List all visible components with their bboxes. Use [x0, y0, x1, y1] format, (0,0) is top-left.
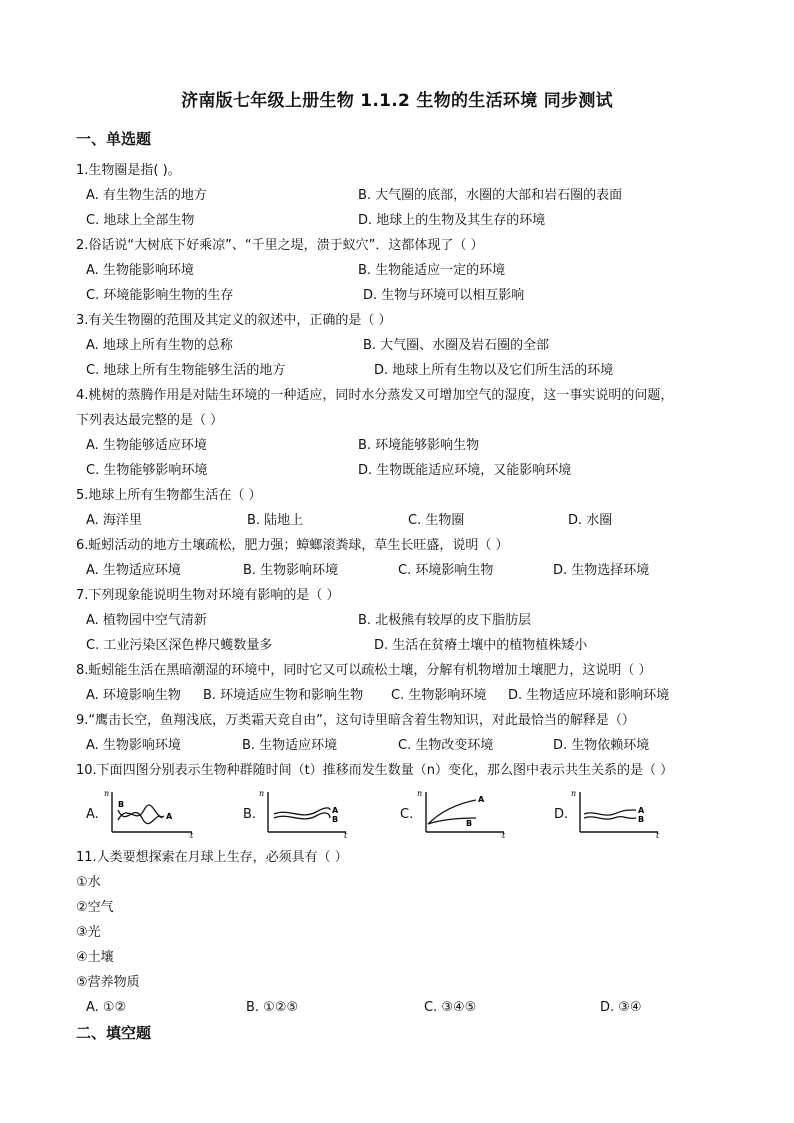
graph-b-n-label: n — [259, 789, 265, 798]
graph-a-t-label: t — [190, 831, 194, 838]
question-9-option-c[interactable]: C. 生物改变环境 — [398, 738, 494, 753]
question-10-option-b[interactable]: B. — [243, 807, 257, 822]
graph-a-a-label: A — [166, 812, 173, 821]
question-4-option-d[interactable]: D. 生物既能适应环境，又能影响环境 — [358, 463, 572, 478]
question-1-option-b[interactable]: B. 大气圈的底部，水圈的大部和岩石圈的表面 — [358, 188, 623, 203]
question-3-option-b[interactable]: B. 大气圈、水圈及岩石圈的全部 — [363, 338, 550, 353]
question-8-option-d[interactable]: D. 生物适应环境和影响环境 — [508, 688, 670, 703]
question-2-option-b[interactable]: B. 生物能适应一定的环境 — [358, 263, 506, 278]
graph-c-t-label: t — [502, 831, 506, 838]
question-6-stem: 6.蚯蚓活动的地方土壤疏松，肥力强；蟑螂滚粪球，草生长旺盛，说明（ ） — [76, 538, 509, 553]
graph-d[interactable] — [570, 788, 662, 838]
question-7-option-c[interactable]: C. 工业污染区深色桦尺蠖数量多 — [86, 638, 273, 653]
question-4-option-b[interactable]: B. 环境能够影响生物 — [358, 438, 480, 453]
question-3-option-a[interactable]: A. 地球上所有生物的总称 — [86, 338, 233, 353]
question-6-option-d[interactable]: D. 生物选择环境 — [553, 563, 650, 578]
question-11-option-c[interactable]: C. ③④⑤ — [424, 1000, 477, 1015]
graph-b-curve-b — [274, 813, 330, 819]
question-5-option-c[interactable]: C. 生物圈 — [408, 513, 465, 528]
question-11-item-5: ⑤营养物质 — [76, 975, 140, 990]
question-6-option-a[interactable]: A. 生物适应环境 — [86, 563, 181, 578]
question-10-stem: 10.下面四图分别表示生物种群随时间（t）推移而发生数量（n）变化，那么图中表示共生关系的是（ ） — [76, 763, 674, 778]
question-3-option-d[interactable]: D. 地球上所有生物以及它们所生活的环境 — [374, 363, 614, 378]
question-11-option-d[interactable]: D. ③④ — [600, 1000, 642, 1015]
question-11-item-4: ④土壤 — [76, 950, 114, 965]
graph-d-b-label: B — [638, 815, 645, 824]
question-11-item-3: ③光 — [76, 925, 101, 940]
section-single-choice: 一、单选题 — [76, 130, 152, 148]
graph-c-a-label: A — [478, 795, 485, 804]
question-10-option-c[interactable]: C. — [400, 807, 414, 822]
question-6-option-c[interactable]: C. 环境影响生物 — [398, 563, 494, 578]
question-1-option-c[interactable]: C. 地球上全部生物 — [86, 213, 195, 228]
question-7-option-d[interactable]: D. 生活在贫瘠土壤中的植物植株矮小 — [374, 638, 588, 653]
graph-c[interactable] — [416, 788, 508, 838]
question-2-option-c[interactable]: C. 环境能影响生物的生存 — [86, 288, 234, 303]
question-4-stem: 4.桃树的蒸腾作用是对陆生环境的一种适应，同时水分蒸发又可增加空气的湿度，这一事实说明的问题， — [76, 388, 674, 403]
graph-d-n-label: n — [571, 789, 577, 798]
graph-c-n-label: n — [417, 789, 423, 798]
question-7-option-a[interactable]: A. 植物园中空气清新 — [86, 613, 207, 628]
question-11-option-a[interactable]: A. ①② — [86, 1000, 127, 1015]
question-7-option-b[interactable]: B. 北极熊有较厚的皮下脂肪层 — [358, 613, 532, 628]
question-8-option-c[interactable]: C. 生物影响环境 — [391, 688, 487, 703]
graph-a[interactable] — [104, 788, 196, 838]
question-11-option-b[interactable]: B. ①②⑤ — [246, 1000, 299, 1015]
question-2-option-a[interactable]: A. 生物能影响环境 — [86, 263, 194, 278]
page-title: 济南版七年级上册生物 1.1.2 生物的生活环境 同步测试 — [181, 91, 613, 111]
question-9-option-d[interactable]: D. 生物依赖环境 — [553, 738, 650, 753]
question-5-option-b[interactable]: B. 陆地上 — [247, 513, 304, 528]
graph-d-curve-b — [584, 817, 636, 820]
graph-b[interactable] — [258, 788, 350, 838]
question-11-stem: 11.人类要想探索在月球上生存，必须具有（ ） — [76, 850, 348, 865]
graph-d-t-label: t — [656, 831, 660, 838]
graph-d-a-label: A — [638, 806, 645, 815]
question-3-option-c[interactable]: C. 地球上所有生物能够生活的地方 — [86, 363, 286, 378]
graph-d-curve-a — [584, 810, 636, 815]
question-6-option-b[interactable]: B. 生物影响环境 — [243, 563, 339, 578]
question-11-item-2: ②空气 — [76, 900, 114, 915]
question-1-stem: 1.生物圈是指( )。 — [76, 163, 181, 178]
question-10-option-d[interactable]: D. — [554, 807, 569, 822]
graph-b-t-label: t — [344, 831, 348, 838]
question-5-option-a[interactable]: A. 海洋里 — [86, 513, 142, 528]
question-1-option-d[interactable]: D. 地球上的生物及其生存的环境 — [358, 213, 546, 228]
graph-a-n-label: n — [104, 789, 110, 798]
question-7-stem: 7.下列现象能说明生物对环境有影响的是（ ） — [76, 588, 340, 603]
section-fill-blank: 二、填空题 — [76, 1024, 152, 1042]
question-1-option-a[interactable]: A. 有生物生活的地方 — [86, 188, 207, 203]
question-2-option-d[interactable]: D. 生物与环境可以相互影响 — [363, 288, 525, 303]
question-8-option-a[interactable]: A. 环境影响生物 — [86, 688, 181, 703]
question-4-option-a[interactable]: A. 生物能够适应环境 — [86, 438, 207, 453]
graph-b-b-label: B — [332, 815, 339, 824]
question-8-option-b[interactable]: B. 环境适应生物和影响生物 — [203, 688, 364, 703]
graph-b-a-label: A — [332, 806, 339, 815]
question-4-stem-continued: 下列表达最完整的是（ ） — [76, 413, 224, 428]
question-9-option-a[interactable]: A. 生物影响环境 — [86, 738, 181, 753]
question-3-stem: 3.有关生物圈的范围及其定义的叙述中，正确的是（ ） — [76, 313, 392, 328]
graph-a-b-label: B — [118, 800, 125, 809]
question-4-option-c[interactable]: C. 生物能够影响环境 — [86, 463, 208, 478]
graph-c-b-label: B — [466, 819, 473, 828]
question-10-option-a[interactable]: A. — [86, 807, 99, 822]
question-9-option-b[interactable]: B. 生物适应环境 — [242, 738, 338, 753]
question-5-option-d[interactable]: D. 水圈 — [568, 513, 613, 528]
question-9-stem: 9.“鹰击长空，鱼翔浅底，万类霜天竞自由”，这句诗里暗含着生物知识，对此最恰当的解释是（） — [76, 713, 635, 728]
question-5-stem: 5.地球上所有生物都生活在（ ） — [76, 488, 262, 503]
question-11-item-1: ①水 — [76, 875, 101, 890]
question-2-stem: 2.俗话说“大树底下好乘凉”、“千里之堤，溃于蚁穴”．这都体现了（ ） — [76, 238, 484, 253]
question-8-stem: 8.蚯蚓能生活在黑暗潮湿的环境中，同时它又可以疏松土壤，分解有机物增加土壤肥力，这说明（ ） — [76, 663, 652, 678]
